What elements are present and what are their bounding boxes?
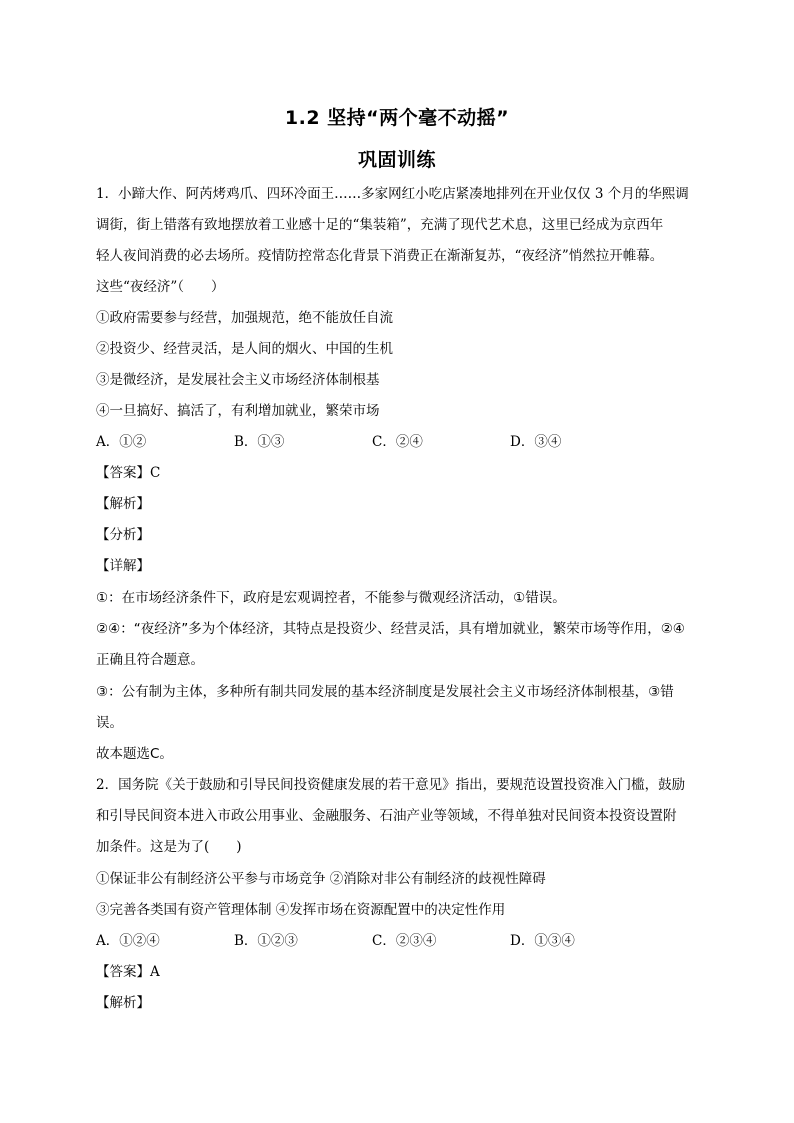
- q2-statement: ①保证非公有制经济公平参与市场竞争 ②消除对非公有制经济的歧视性障碍: [96, 871, 546, 887]
- q1-stem-line: 轻人夜间消费的必去场所。疫情防控常态化背景下消费正在渐渐复苏，“夜经济”悄然拉开帷幕。: [96, 248, 664, 264]
- q1-option-b: B．①③: [234, 434, 285, 450]
- q2-statement: ③完善各类国有资产管理体制 ④发挥市场在资源配置中的决定性作用: [96, 902, 506, 918]
- q1-detail-line: ①：在市场经济条件下，政府是宏观调控者，不能参与微观经济活动，①错误。: [96, 590, 566, 606]
- document-title: 1.2 坚持“两个毫不动摇”: [284, 107, 510, 129]
- q1-detail-label: 【详解】: [96, 558, 150, 574]
- q1-detail-line: ②④：“夜经济”多为个体经济，其特点是投资少、经营灵活，具有增加就业，繁荣市场等作用，②④: [96, 621, 685, 637]
- q2-stem-line: 和引导民间资本进入市政公用事业、金融服务、石油产业等领域，不得单独对民间资本投资设置附: [96, 808, 677, 824]
- q1-option-c: C．②④: [372, 434, 423, 450]
- q2-answer: 【答案】A: [96, 964, 160, 980]
- q1-statement: ④一旦搞好、搞活了，有利增加就业，繁荣市场: [96, 403, 380, 419]
- q1-fenxi-label: 【分析】: [96, 527, 150, 543]
- q2-stem-line: 加条件。这是为了( ): [96, 839, 242, 855]
- q1-statement: ③是微经济，是发展社会主义市场经济体制根基: [96, 372, 380, 388]
- q1-statement: ②投资少、经营灵活，是人间的烟火、中国的生机: [96, 341, 393, 357]
- q1-detail-line: 故本题选C。: [96, 746, 173, 762]
- q1-answer: 【答案】C: [96, 465, 161, 481]
- q1-stem-line: 这些“夜经济”（ ）: [96, 279, 225, 295]
- q1-detail-line: 正确且符合题意。: [96, 652, 204, 668]
- q2-option-c: C．②③④: [372, 933, 437, 949]
- q1-option-d: D．③④: [510, 434, 562, 450]
- q1-analysis-label: 【解析】: [96, 496, 150, 512]
- q2-stem-line: 2．国务院《关于鼓励和引导民间投资健康发展的若干意见》指出，要规范设置投资准入门槛，鼓励: [96, 777, 686, 793]
- q2-option-d: D．①③④: [510, 933, 575, 949]
- section-title: 巩固训练: [357, 149, 436, 171]
- q1-detail-line: 误。: [96, 715, 123, 731]
- q1-option-a: A．①②: [96, 434, 147, 450]
- q2-option-b: B．①②③: [234, 933, 298, 949]
- q1-statement: ①政府需要参与经营，加强规范，绝不能放任自流: [96, 310, 393, 326]
- q1-detail-line: ③：公有制为主体，多种所有制共同发展的基本经济制度是发展社会主义市场经济体制根基，③错: [96, 684, 674, 700]
- q1-stem-line: 调街，街上错落有致地摆放着工业感十足的“集装箱”，充满了现代艺术息，这里已经成为京西年: [96, 217, 664, 233]
- q2-analysis-label: 【解析】: [96, 995, 150, 1011]
- q2-option-a: A．①②④: [96, 933, 160, 949]
- q1-stem-line: 1．小蹄大作、阿芮烤鸡爪、四环冷面王……多家网红小吃店紧凑地排列在开业仅仅 3 个月的华熙调: [96, 186, 689, 202]
